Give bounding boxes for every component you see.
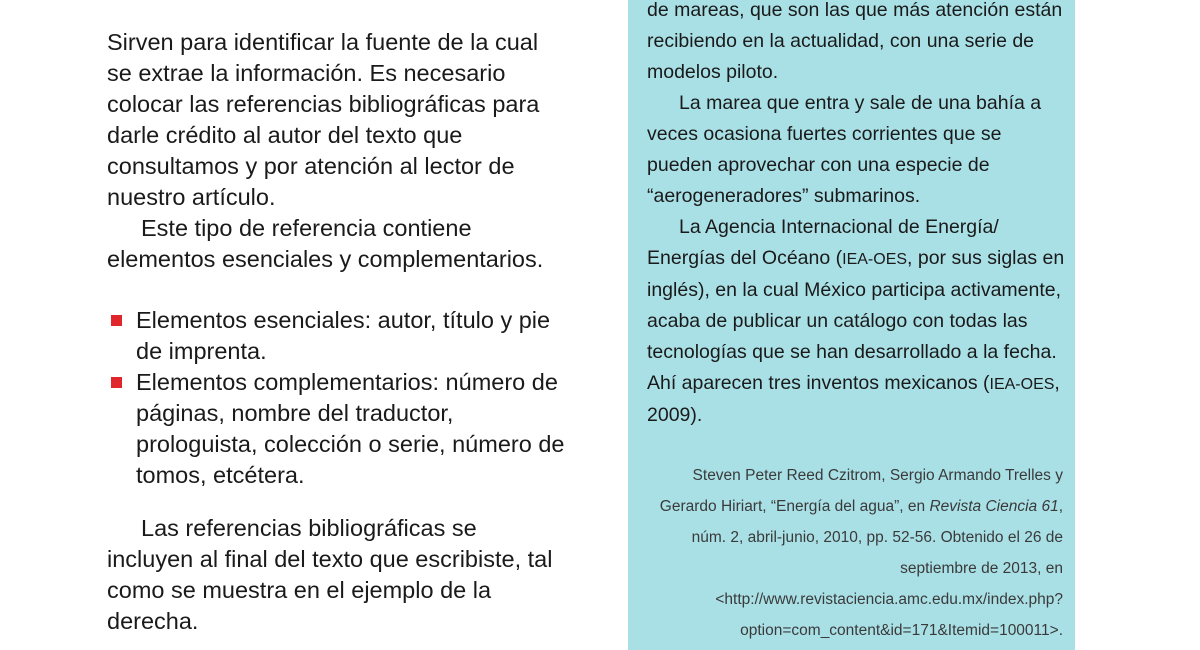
reference-types-paragraph: Este tipo de referencia contiene elementos esenciales y complementarios.: [107, 215, 544, 272]
placement-paragraph: Las referencias bibliográficas se incluyen al final del texto que escribiste, tal como se muestra en el ejemplo de la derecha.: [107, 515, 553, 634]
list-item-text: Elementos esenciales: autor, título y pie de imprenta.: [136, 307, 551, 364]
red-square-bullet-icon: [111, 315, 122, 326]
bibliographic-citation: Steven Peter Reed Czitrom, Sergio Armando Trelles y Gerardo Hiriart, “Energía del agua”, en Revista Ciencia 61, núm. 2, abril-junio, 2010, pp. 52-56. Obtenido el 26 de septiembre de 2013, en <http://www.revistaciencia.amc.edu.mx/index.php?option=com_content&id=171&Itemid=100011>.: [659, 467, 1063, 639]
spacer: [107, 275, 567, 305]
spacer: [107, 491, 567, 513]
abbreviation: IEA-OES: [989, 376, 1055, 393]
journal-title: Revista Ciencia 61: [929, 498, 1059, 515]
example-paragraph-3: La Agencia Internacional de Energía/ Energías del Océano (IEA-OES, por sus siglas en inglés), en la cual México participa activamente, acaba de publicar un catálogo con todas las tecnologías que se han desarrollado a la fecha. Ahí aparecen tres inventos mexicanos (IEA-OES, 2009).: [647, 216, 1065, 426]
example-paragraph-1: de mareas, que son las que más atención están recibiendo en la actualidad, con una serie de modelos piloto.: [647, 0, 1063, 83]
example-box: [628, 0, 1075, 650]
elements-list: [107, 305, 567, 491]
intro-paragraph: Sirven para identificar la fuente de la cual se extrae la información. Es necesario colocar las referencias bibliográficas para darle crédito al autor del texto que consultamos y por atención al lector de nuestro artículo.: [107, 29, 540, 210]
list-item: [107, 305, 567, 367]
abbreviation: IEA-OES: [842, 251, 908, 268]
list-item: [107, 367, 567, 491]
left-column: [107, 27, 567, 637]
red-square-bullet-icon: [111, 377, 122, 388]
example-text: [647, 0, 1067, 431]
list-item-text: Elementos complementarios: número de páginas, nombre del traductor, prologuista, colección o serie, número de tomos, etcétera.: [136, 369, 565, 488]
example-paragraph-2: La marea que entra y sale de una bahía a veces ocasiona fuertes corrientes que se pueden aprovechar con una especie de “aerogeneradores” submarinos.: [647, 92, 1042, 207]
